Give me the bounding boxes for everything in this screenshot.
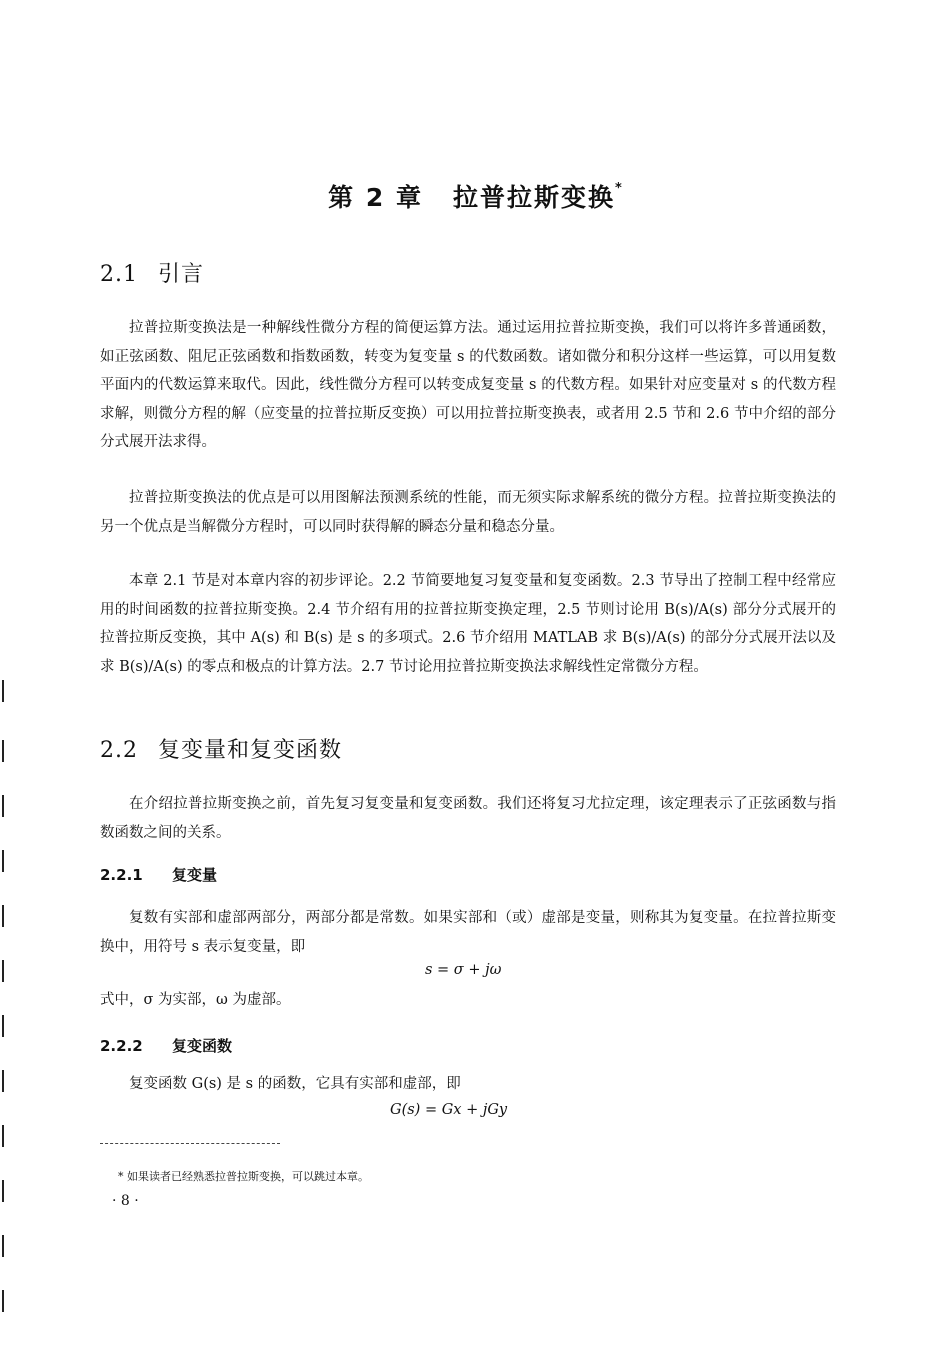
scan-margin-mark xyxy=(2,1125,4,1147)
scan-margin-mark xyxy=(2,960,4,982)
chapter-name: 拉普拉斯变换 xyxy=(452,183,615,212)
scan-margin-mark xyxy=(2,1235,4,1257)
chapter-title xyxy=(0,178,952,214)
footnote: * 如果读者已经熟悉拉普拉斯变换，可以跳过本章。 xyxy=(118,1170,369,1183)
section-heading-2-2 xyxy=(100,733,342,764)
scan-margin-mark xyxy=(2,740,4,762)
section-title: 复变量和复变函数 xyxy=(158,738,343,763)
scan-margin-mark xyxy=(2,850,4,872)
paragraph-complex-intro: 在介绍拉普拉斯变换之前，首先复习复变量和复变函数。我们还将复习尤拉定理，该定理表示了正弦函数与指数函数之间的关系。 xyxy=(100,796,836,841)
section-number: 2.2 xyxy=(100,738,138,763)
subsection-heading-2-2-1 xyxy=(100,864,217,885)
scan-margin-mark xyxy=(2,1015,4,1037)
subsection-number: 2.2.2 xyxy=(100,1037,143,1055)
equation-G: G(s) = Gx + jGy xyxy=(390,1102,508,1118)
scan-margin-mark xyxy=(2,1070,4,1092)
scan-margin-mark xyxy=(2,680,4,702)
equation-s: s = σ + jω xyxy=(425,962,502,978)
equation-explanation: 式中，σ 为实部，ω 为虚部。 xyxy=(100,992,291,1008)
scan-margin-mark xyxy=(2,1180,4,1202)
scan-margin-mark xyxy=(2,905,4,927)
paragraph-intro-1: 拉普拉斯变换法是一种解线性微分方程的简便运算方法。通过运用拉普拉斯变换，我们可以将许多普通函数，如正弦函数、阻尼正弦函数和指数函数，转变为复变量 s 的代数函数。诸如微分和积分这样一些运算，可以用复数平面内的代数运算来取代。因此，线性微分方程可以转变成复变量 s 的代数方程。如果针对应变量对 s 的代数方程求解，则微分方程的解（应变量的拉普拉斯反变换）可以用拉普拉斯变换表，或者用 2.5 节和 2.6 节中介绍的部分分式展开法求得。 xyxy=(100,320,836,451)
subsection-number: 2.2.1 xyxy=(100,866,143,884)
scan-margin-mark xyxy=(2,1290,4,1312)
chapter-number: 第 2 章 xyxy=(328,183,423,212)
scan-margin-mark xyxy=(2,795,4,817)
section-number: 2.1 xyxy=(100,262,138,287)
paragraph-complex-variable: 复数有实部和虚部两部分，两部分都是常数。如果实部和（或）虚部是变量，则称其为复变量。在拉普拉斯变换中，用符号 s 表示复变量，即 xyxy=(100,910,836,955)
subsection-title: 复变函数 xyxy=(172,1037,233,1055)
section-title: 引言 xyxy=(158,262,205,287)
subsection-heading-2-2-2 xyxy=(100,1035,232,1056)
footnote-marker: * xyxy=(615,181,624,196)
paragraph-intro-3: 本章 2.1 节是对本章内容的初步评论。2.2 节简要地复习复变量和复变函数。2.3 节导出了控制工程中经常应用的时间函数的拉普拉斯变换。2.4 节介绍有用的拉普拉斯变换定理，2.5 节则讨论用 B(s)/A(s) 部分分式展开的拉普拉斯反变换，其中 A(s) 和 B(s) 是 s 的多项式。2.6 节介绍用 MATLAB 求 B(s)/A(s) 的部分分式展开法以及求 B(s)/A(s) 的零点和极点的计算方法。2.7 节讨论用拉普拉斯变换法求解线性定常微分方程。 xyxy=(100,573,836,675)
page-number: · 8 · xyxy=(112,1193,139,1209)
section-heading-2-1 xyxy=(100,257,204,288)
footnote-divider xyxy=(100,1143,280,1144)
paragraph-intro-2: 拉普拉斯变换法的优点是可以用图解法预测系统的性能，而无须实际求解系统的微分方程。拉普拉斯变换法的另一个优点是当解微分方程时，可以同时获得解的瞬态分量和稳态分量。 xyxy=(100,490,836,535)
paragraph-complex-function: 复变函数 G(s) 是 s 的函数，它具有实部和虚部，即 xyxy=(129,1076,461,1092)
subsection-title: 复变量 xyxy=(172,866,218,884)
